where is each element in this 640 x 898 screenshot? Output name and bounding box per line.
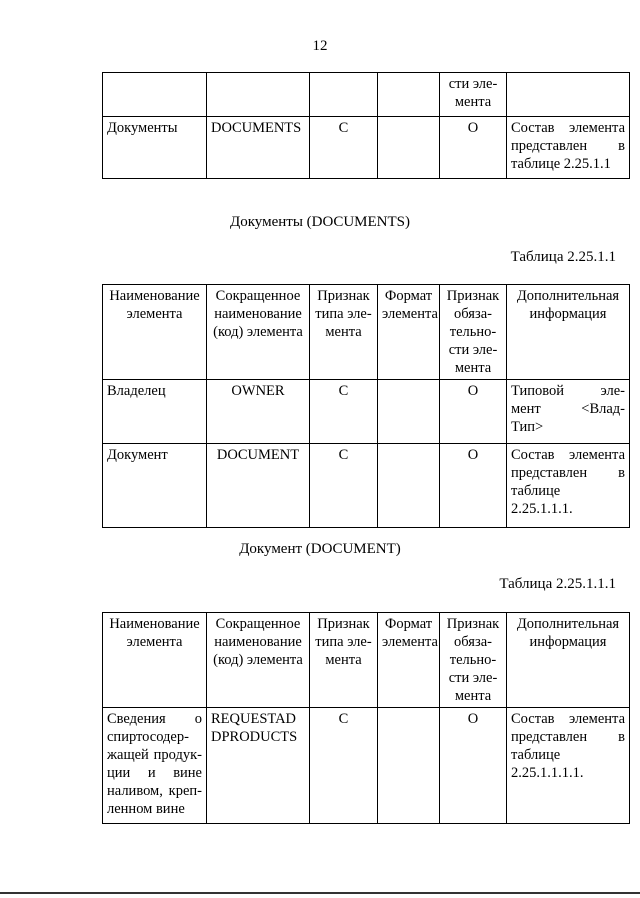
- type-cell: С: [310, 380, 378, 444]
- cell-line: 2.25.1.1.1.: [511, 501, 573, 517]
- cell-line: REQUESTAD: [211, 711, 297, 727]
- cell-line: Дополнительная: [516, 288, 620, 304]
- name-cell: [103, 708, 207, 824]
- cell-line: спиртосодер-: [107, 729, 189, 745]
- format-cell: [378, 117, 440, 179]
- table-row: [103, 708, 630, 824]
- cell-line: тельно-: [449, 324, 497, 340]
- cell-line: информация: [529, 306, 607, 322]
- documents-table: [102, 284, 630, 528]
- table-label-2-25-1-1: Таблица 2.25.1.1: [510, 249, 616, 265]
- name-cell: Документ: [103, 444, 207, 528]
- cell-line: наливом, креп-: [107, 783, 202, 799]
- code-cell: [207, 708, 310, 824]
- cell-line: таблице 2.25.1.1: [511, 156, 611, 172]
- cell-line: Сокращенное: [215, 288, 301, 304]
- type-cell: С: [310, 444, 378, 528]
- table-row: [103, 380, 630, 444]
- cell-line: таблице: [511, 747, 561, 763]
- cell-line: мента: [325, 652, 362, 668]
- header-format: [382, 615, 438, 651]
- header-type: [314, 615, 373, 669]
- cell-line: обяза-: [454, 634, 492, 650]
- header-code: [211, 287, 305, 341]
- info-cell: [507, 708, 630, 824]
- cell-line: Формат: [384, 288, 433, 304]
- required-cell: О: [440, 708, 507, 824]
- cell-line: Состав элемента: [511, 447, 625, 463]
- cell-line: (код) элемента: [213, 324, 303, 340]
- cell-line: Состав элемента: [511, 711, 625, 727]
- page-number: 12: [312, 38, 328, 54]
- cell-line: мента: [454, 94, 492, 110]
- section-heading-documents: Документы (DOCUMENTS): [230, 214, 410, 230]
- cell-line: ции и вине: [107, 765, 202, 781]
- scan-edge-line: [0, 892, 640, 894]
- header-type: [314, 287, 373, 341]
- format-cell: [378, 380, 440, 444]
- header-required: [444, 615, 502, 705]
- cell-line: DPRODUCTS: [211, 729, 298, 745]
- cell-line: Наименование: [109, 288, 200, 304]
- cell-line: (код) элемента: [213, 652, 303, 668]
- header-row: [103, 613, 630, 708]
- format-cell: [378, 444, 440, 528]
- required-cell: О: [440, 117, 507, 179]
- cell-line: сти эле-: [448, 76, 498, 92]
- cell-line: Наименование: [109, 616, 200, 632]
- cell-line: наименование: [214, 634, 302, 650]
- cell-line: обяза-: [454, 306, 492, 322]
- table-row: [103, 73, 630, 117]
- cell-line: элемента: [382, 306, 438, 322]
- cell-line: сти эле-: [448, 670, 498, 686]
- header-row: [103, 285, 630, 380]
- cell-line: представлен в: [511, 729, 625, 745]
- required-cell: [440, 73, 507, 117]
- format-cell: [378, 708, 440, 824]
- cell-line: мента: [454, 688, 492, 704]
- header-info: [511, 615, 625, 651]
- required-cell: О: [440, 380, 507, 444]
- cell-line: типа эле-: [315, 306, 372, 322]
- cell-line: Признак: [317, 616, 370, 632]
- cell-line: Признак: [317, 288, 370, 304]
- cell-line: Сведения о: [107, 711, 202, 727]
- cell-line: представлен в: [511, 465, 625, 481]
- table-row: [103, 117, 630, 179]
- cell-line: тельно-: [449, 652, 497, 668]
- cell-line: Состав элемента: [511, 120, 625, 136]
- cell-line: мента: [325, 324, 362, 340]
- cell-line: элемента: [382, 634, 438, 650]
- cell-line: Дополнительная: [516, 616, 620, 632]
- code-cell: DOCUMENTS: [207, 117, 310, 179]
- cell-line: ленном вине: [107, 801, 185, 817]
- header-required: [444, 287, 502, 377]
- header-name: [107, 287, 202, 323]
- cell-line: наименование: [214, 306, 302, 322]
- table-label-2-25-1-1-1: Таблица 2.25.1.1.1: [499, 576, 616, 592]
- type-cell: С: [310, 117, 378, 179]
- cell-line: элемента: [126, 306, 183, 322]
- cell-line: мент <Влад-: [511, 401, 625, 417]
- header-format: [382, 287, 438, 323]
- cell-line: типа эле-: [315, 634, 372, 650]
- cell-line: таблице: [511, 483, 561, 499]
- section-heading-document: Документ (DOCUMENT): [239, 541, 401, 557]
- document-table: [102, 612, 630, 824]
- cell-line: Сокращенное: [215, 616, 301, 632]
- required-cell: О: [440, 444, 507, 528]
- cell-line: элемента: [126, 634, 183, 650]
- cell-line: жащей продук-: [107, 747, 202, 763]
- info-cell: [507, 380, 630, 444]
- cell-line: информация: [529, 634, 607, 650]
- documents-continuation-table: [102, 72, 630, 179]
- cell-line: Признак: [446, 288, 500, 304]
- header-name: [107, 615, 202, 651]
- type-cell: С: [310, 708, 378, 824]
- cell-line: Формат: [384, 616, 433, 632]
- table-row: [103, 444, 630, 528]
- cell-line: Типовой эле-: [511, 383, 625, 399]
- cell-line: Признак: [446, 616, 500, 632]
- cell-line: мента: [454, 360, 492, 376]
- info-cell: [507, 117, 630, 179]
- code-cell: DOCUMENT: [207, 444, 310, 528]
- name-cell: Владелец: [103, 380, 207, 444]
- cell-text: [444, 75, 502, 111]
- header-info: [511, 287, 625, 323]
- cell-line: представлен в: [511, 138, 625, 154]
- info-cell: [507, 444, 630, 528]
- header-code: [211, 615, 305, 669]
- cell-line: 2.25.1.1.1.1.: [511, 765, 584, 781]
- code-cell: OWNER: [207, 380, 310, 444]
- cell-line: сти эле-: [448, 342, 498, 358]
- cell-line: Тип>: [511, 419, 544, 435]
- name-cell: Документы: [103, 117, 207, 179]
